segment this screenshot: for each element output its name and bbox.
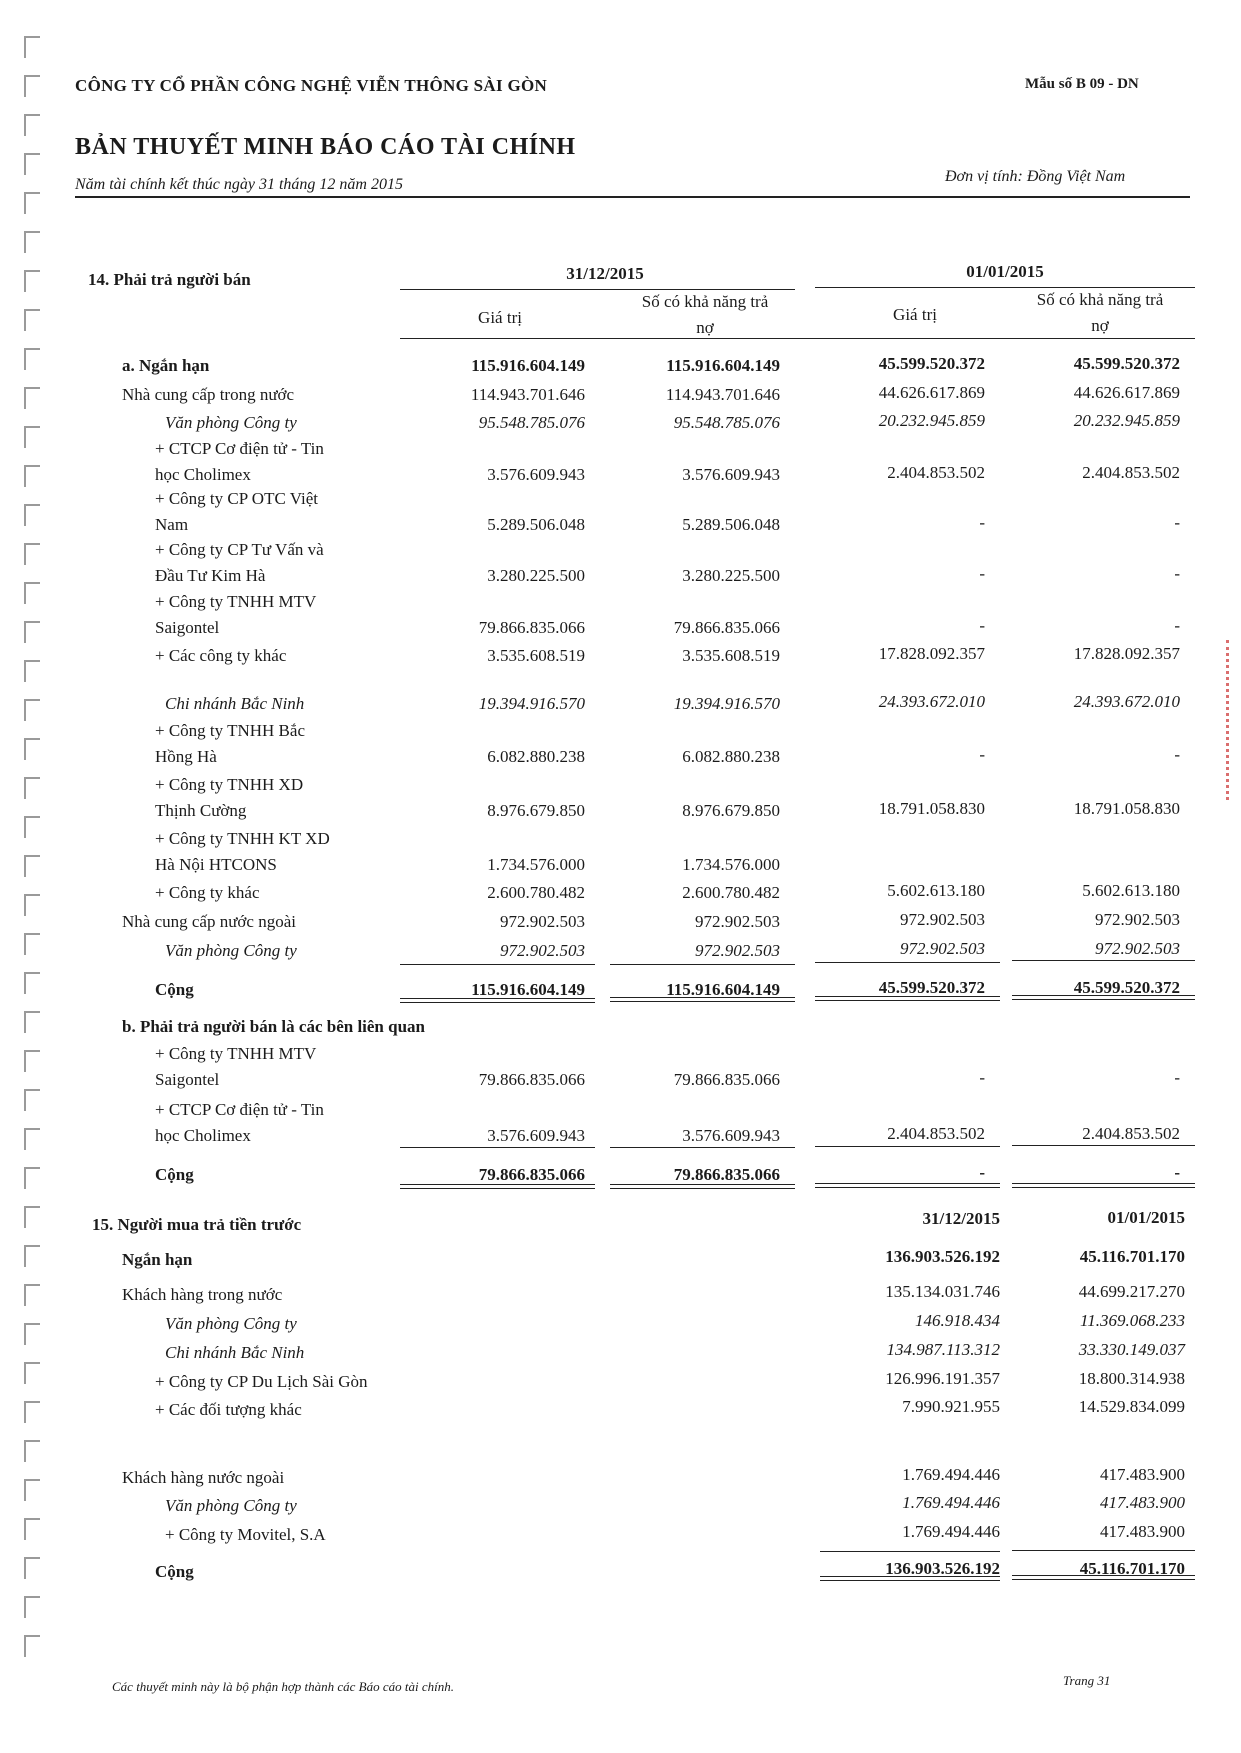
cell-value: 972.902.503 <box>1095 910 1180 929</box>
cell-value: 20.232.945.859 <box>1073 411 1180 430</box>
double-rule <box>1012 1575 1195 1580</box>
row-label: + Công ty CP Tư Vấn và <box>155 540 324 559</box>
cell-value: 6.082.880.238 <box>487 747 585 766</box>
row-label-cont: học Cholimex <box>155 1126 251 1145</box>
cell-value: 135.134.031.746 <box>885 1282 1000 1301</box>
row-label-cont: Nam <box>155 515 189 534</box>
row-label: + Công ty TNHH KT XD <box>155 829 330 848</box>
cell-value: 972.902.503 <box>500 912 585 931</box>
cell-value: 3.576.609.943 <box>487 1126 585 1145</box>
cell-value: 417.483.900 <box>1100 1465 1185 1484</box>
section-14-title: 14. Phải trả người bán <box>88 270 251 289</box>
cell-value: 417.483.900 <box>1100 1522 1185 1541</box>
cell-value: 3.280.225.500 <box>682 566 780 585</box>
binder-ring <box>24 777 40 799</box>
binder-ring <box>24 192 40 214</box>
binder-ring <box>24 1245 40 1267</box>
cell-value: - <box>1174 513 1180 532</box>
cell-value: 44.699.217.270 <box>1078 1282 1185 1301</box>
double-rule <box>610 1184 795 1189</box>
rule <box>815 287 1195 288</box>
binder-ring <box>24 816 40 838</box>
row-label: + Công ty TNHH MTV <box>155 592 317 611</box>
binder-ring <box>24 114 40 136</box>
cell-value: 44.626.617.869 <box>1073 383 1180 402</box>
cell-value: - <box>1174 616 1180 635</box>
row-label: + Công ty Movitel, S.A <box>165 1525 326 1544</box>
section-15-title: 15. Người mua trả tiền trước <box>92 1215 302 1234</box>
binder-ring <box>24 1401 40 1423</box>
double-rule <box>815 996 1000 1001</box>
binder-ring <box>24 1167 40 1189</box>
cell-value: 11.369.068.233 <box>1080 1311 1185 1330</box>
cell-value: - <box>979 745 985 764</box>
cell-value: 2.404.853.502 <box>1082 463 1180 482</box>
cell-value: 5.602.613.180 <box>1082 881 1180 900</box>
binder-ring <box>24 1518 40 1540</box>
row-label: Văn phòng Công ty <box>165 413 297 432</box>
cell-value: 126.996.191.357 <box>885 1369 1000 1388</box>
cell-value: 79.866.835.066 <box>673 618 780 637</box>
binder-ring <box>24 1557 40 1579</box>
row-label: Ngắn hạn <box>122 1250 193 1269</box>
cell-value: 146.918.434 <box>915 1311 1000 1330</box>
col-header-value: Giá trị <box>478 308 522 327</box>
cell-value: 19.394.916.570 <box>673 694 780 713</box>
cell-value: - <box>1174 564 1180 583</box>
row-label: Văn phòng Công ty <box>165 1314 297 1333</box>
binder-ring <box>24 270 40 292</box>
cell-value: 115.916.604.149 <box>471 356 585 375</box>
cell-value: - <box>979 1163 985 1182</box>
cell-value: 3.576.609.943 <box>487 465 585 484</box>
binder-ring <box>24 36 40 58</box>
binder-ring <box>24 933 40 955</box>
s14-date-2015-01: 01/01/2015 <box>966 262 1044 281</box>
col-header-payable: Số có khả năng trả <box>641 292 769 311</box>
cell-value: 17.828.092.357 <box>878 644 985 663</box>
rule <box>400 338 1195 339</box>
rule <box>400 1147 595 1148</box>
binder-ring <box>24 699 40 721</box>
cell-value: - <box>1174 1163 1180 1182</box>
cell-value: 417.483.900 <box>1100 1493 1185 1512</box>
row-label: + CTCP Cơ điện tử - Tin <box>155 439 324 458</box>
cell-value: 114.943.701.646 <box>665 385 780 404</box>
cell-value: - <box>979 564 985 583</box>
rule <box>1012 1145 1195 1146</box>
cell-value: 18.800.314.938 <box>1078 1369 1185 1388</box>
rule <box>820 1551 1000 1552</box>
red-stamp-edge <box>1226 640 1241 800</box>
binder-ring <box>24 1128 40 1150</box>
double-rule <box>820 1576 1000 1581</box>
cell-value: 45.116.701.170 <box>1079 1247 1185 1266</box>
cell-value: 972.902.503 <box>695 912 780 931</box>
cell-value: 79.866.835.066 <box>673 1070 780 1089</box>
double-rule <box>815 1183 1000 1188</box>
binder-ring <box>24 1596 40 1618</box>
binder-ring <box>24 1284 40 1306</box>
cell-value: 18.791.058.830 <box>1073 799 1180 818</box>
cell-value: 115.916.604.149 <box>666 980 780 999</box>
cell-value: 18.791.058.830 <box>878 799 985 818</box>
row-label: + Công ty TNHH MTV <box>155 1044 317 1063</box>
cell-value: 8.976.679.850 <box>487 801 585 820</box>
cell-value: 45.116.701.170 <box>1079 1559 1185 1578</box>
cell-value: 1.769.494.446 <box>902 1493 1000 1512</box>
cell-value: 2.404.853.502 <box>887 463 985 482</box>
row-label: + Công ty khác <box>155 883 260 902</box>
binder-ring <box>24 309 40 331</box>
binder-ring <box>24 1635 40 1657</box>
col-header-payable: Số có khả năng trả <box>1036 290 1164 309</box>
rule <box>610 964 795 965</box>
form-number: Mẫu số B 09 - DN <box>1025 76 1139 92</box>
cell-value: 14.529.834.099 <box>1078 1397 1185 1416</box>
row-label: + Công ty TNHH XD <box>155 775 304 794</box>
col-header-payable-2: nợ <box>696 318 714 337</box>
binder-ring <box>24 231 40 253</box>
cell-value: 2.404.853.502 <box>887 1124 985 1143</box>
cell-value: 1.734.576.000 <box>682 855 780 874</box>
page-number: Trang 31 <box>1063 1673 1111 1688</box>
cell-value: - <box>979 513 985 532</box>
cell-value: 5.289.506.048 <box>487 515 585 534</box>
cell-value: 114.943.701.646 <box>470 385 585 404</box>
binder-ring <box>24 1440 40 1462</box>
cell-value: 8.976.679.850 <box>682 801 780 820</box>
row-label: Văn phòng Công ty <box>165 1496 297 1515</box>
row-label: Nhà cung cấp trong nước <box>122 385 295 404</box>
double-rule <box>400 998 595 1003</box>
cell-value: 3.535.608.519 <box>682 646 780 665</box>
double-rule <box>1012 1183 1195 1188</box>
cell-value: 972.902.503 <box>900 939 985 958</box>
cell-value: 3.280.225.500 <box>487 566 585 585</box>
binder-ring <box>24 426 40 448</box>
cell-value: 45.599.520.372 <box>878 354 985 373</box>
binder-ring <box>24 387 40 409</box>
cell-value: 3.576.609.943 <box>682 465 780 484</box>
cell-value: 6.082.880.238 <box>682 747 780 766</box>
cell-value: 972.902.503 <box>1095 939 1180 958</box>
s14-date-2015-12: 31/12/2015 <box>566 264 644 283</box>
cell-value: 7.990.921.955 <box>902 1397 1000 1416</box>
cell-value: 972.902.503 <box>500 941 585 960</box>
s15-date-2015-01: 01/01/2015 <box>1107 1208 1185 1227</box>
row-label: Cộng <box>155 980 194 999</box>
row-label: + Công ty CP Du Lịch Sài Gòn <box>155 1372 368 1391</box>
binder-ring <box>24 504 40 526</box>
cell-value: 24.393.672.010 <box>1073 692 1180 711</box>
cell-value: 44.626.617.869 <box>878 383 985 402</box>
company-name: CÔNG TY CỔ PHẦN CÔNG NGHỆ VIỄN THÔNG SÀI GÒN <box>75 76 548 95</box>
cell-value: - <box>1174 745 1180 764</box>
cell-value: 2.600.780.482 <box>487 883 585 902</box>
rule <box>400 964 595 965</box>
col-header-value: Giá trị <box>893 305 937 324</box>
cell-value: 95.548.785.076 <box>673 413 780 432</box>
binder-ring <box>24 582 40 604</box>
binder-ring <box>24 348 40 370</box>
cell-value: 17.828.092.357 <box>1073 644 1180 663</box>
cell-value: 972.902.503 <box>900 910 985 929</box>
row-label: b. Phải trả người bán là các bên liên quan <box>122 1017 426 1036</box>
cell-value: 134.987.113.312 <box>886 1340 1000 1359</box>
binder-ring <box>24 1011 40 1033</box>
row-label-cont: Saigontel <box>155 1070 220 1089</box>
binder-ring <box>24 1479 40 1501</box>
binder-ring <box>24 1362 40 1384</box>
row-label: Chi nhánh Bắc Ninh <box>165 1343 305 1362</box>
binder-ring <box>24 75 40 97</box>
cell-value: 79.866.835.066 <box>673 1165 780 1184</box>
binder-holes <box>24 36 50 1674</box>
row-label: + Các công ty khác <box>155 646 287 665</box>
row-label-cont: Hồng Hà <box>155 747 217 766</box>
cell-value: 3.576.609.943 <box>682 1126 780 1145</box>
row-label: + CTCP Cơ điện tử - Tin <box>155 1100 324 1119</box>
binder-ring <box>24 465 40 487</box>
row-label-cont: Saigontel <box>155 618 220 637</box>
s15-date-2015-12: 31/12/2015 <box>922 1209 1000 1228</box>
fiscal-year-note: Năm tài chính kết thúc ngày 31 tháng 12 năm 2015 <box>75 176 403 193</box>
cell-value: 136.903.526.192 <box>885 1247 1000 1266</box>
cell-value: 2.404.853.502 <box>1082 1124 1180 1143</box>
cell-value: 19.394.916.570 <box>478 694 585 713</box>
cell-value: 79.866.835.066 <box>478 618 585 637</box>
rule <box>1012 960 1195 961</box>
row-label: a. Ngắn hạn <box>122 356 210 375</box>
cell-value: 136.903.526.192 <box>885 1559 1000 1578</box>
binder-ring <box>24 855 40 877</box>
row-label: + Công ty CP OTC Việt <box>155 489 319 508</box>
row-label: Cộng <box>155 1165 194 1184</box>
binder-ring <box>24 1089 40 1111</box>
cell-value: 5.602.613.180 <box>887 881 985 900</box>
binder-ring <box>24 660 40 682</box>
binder-ring <box>24 894 40 916</box>
rule <box>815 962 1000 963</box>
cell-value: 5.289.506.048 <box>682 515 780 534</box>
cell-value: 79.866.835.066 <box>478 1165 585 1184</box>
cell-value: 1.769.494.446 <box>902 1465 1000 1484</box>
page-title: BẢN THUYẾT MINH BÁO CÁO TÀI CHÍNH <box>75 134 576 160</box>
binder-ring <box>24 1323 40 1345</box>
currency-unit: Đơn vị tính: Đồng Việt Nam <box>945 168 1126 185</box>
double-rule <box>400 1184 595 1189</box>
row-label: Cộng <box>155 1562 194 1581</box>
binder-ring <box>24 1050 40 1072</box>
row-label-cont: Đầu Tư Kim Hà <box>155 566 266 585</box>
cell-value: - <box>1174 1068 1180 1087</box>
double-rule <box>1012 995 1195 1000</box>
row-label: Văn phòng Công ty <box>165 941 297 960</box>
binder-ring <box>24 543 40 565</box>
cell-value: 972.902.503 <box>695 941 780 960</box>
cell-value: 115.916.604.149 <box>666 356 780 375</box>
col-header-payable-2: nợ <box>1091 316 1109 335</box>
row-label: Chi nhánh Bắc Ninh <box>165 694 305 713</box>
cell-value: - <box>979 1068 985 1087</box>
row-label-cont: Thịnh Cường <box>155 801 247 820</box>
rule <box>400 289 795 290</box>
rule <box>610 1147 795 1148</box>
cell-value: 2.600.780.482 <box>682 883 780 902</box>
row-label: + Các đối tượng khác <box>155 1400 302 1419</box>
cell-value: 1.769.494.446 <box>902 1522 1000 1541</box>
footer-note: Các thuyết minh này là bộ phận hợp thành các Báo cáo tài chính. <box>112 1679 454 1694</box>
cell-value: 24.393.672.010 <box>878 692 985 711</box>
row-label: Khách hàng trong nước <box>122 1285 283 1304</box>
row-label: Nhà cung cấp nước ngoài <box>122 912 296 931</box>
cell-value: 95.548.785.076 <box>478 413 585 432</box>
row-label-cont: học Cholimex <box>155 465 251 484</box>
cell-value: 20.232.945.859 <box>878 411 985 430</box>
cell-value: 45.599.520.372 <box>1073 978 1180 997</box>
row-label-cont: Hà Nội HTCONS <box>155 855 277 874</box>
rule <box>1012 1550 1195 1551</box>
binder-ring <box>24 738 40 760</box>
double-rule <box>610 997 795 1002</box>
cell-value: 115.916.604.149 <box>471 980 585 999</box>
cell-value: 3.535.608.519 <box>487 646 585 665</box>
binder-ring <box>24 972 40 994</box>
binder-ring <box>24 153 40 175</box>
cell-value: - <box>979 616 985 635</box>
rule <box>815 1146 1000 1147</box>
row-label: Khách hàng nước ngoài <box>122 1468 285 1487</box>
binder-ring <box>24 621 40 643</box>
row-label: + Công ty TNHH Bắc <box>155 721 305 740</box>
cell-value: 1.734.576.000 <box>487 855 585 874</box>
binder-ring <box>24 1206 40 1228</box>
cell-value: 33.330.149.037 <box>1078 1340 1185 1359</box>
cell-value: 79.866.835.066 <box>478 1070 585 1089</box>
cell-value: 45.599.520.372 <box>1073 354 1180 373</box>
header-rule <box>75 196 1190 198</box>
cell-value: 45.599.520.372 <box>878 978 985 997</box>
